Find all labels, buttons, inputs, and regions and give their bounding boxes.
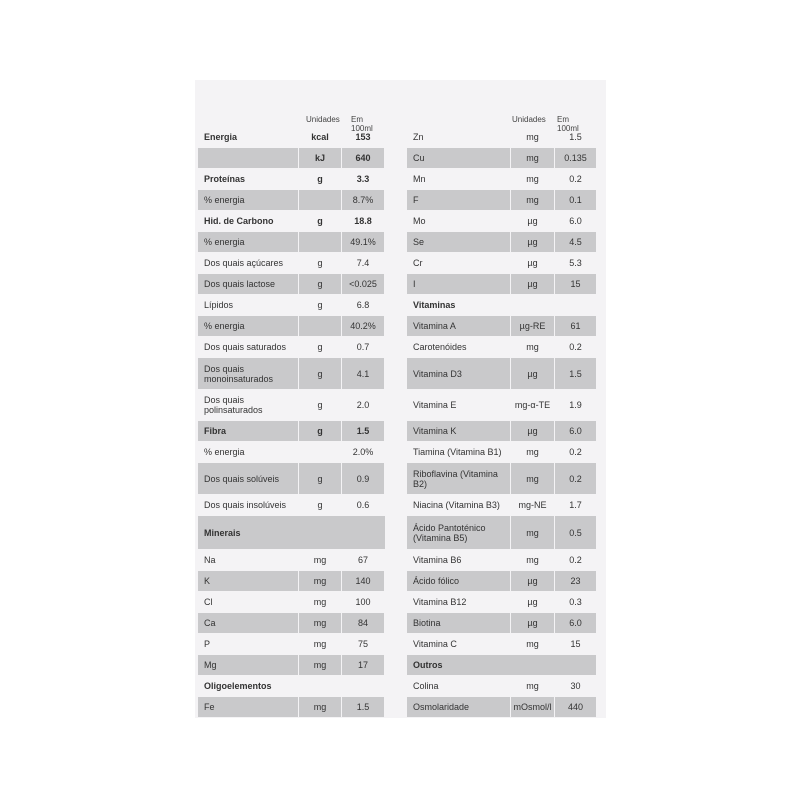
nutrient-value: 30 bbox=[570, 681, 581, 691]
nutrient-label: Vitamina C bbox=[413, 639, 457, 649]
nutrient-row bbox=[198, 232, 385, 252]
nutrient-row bbox=[407, 550, 596, 570]
nutrient-value: 40.2% bbox=[342, 316, 384, 336]
nutrient-label: % energia bbox=[198, 232, 298, 252]
nutrient-row bbox=[198, 697, 385, 717]
nutrient-value: 6.0 bbox=[555, 613, 596, 633]
nutrient-unit: mg bbox=[299, 613, 341, 633]
nutrient-row bbox=[198, 463, 385, 494]
nutrient-value: 6.8 bbox=[356, 300, 370, 310]
nutrient-row bbox=[407, 592, 596, 612]
nutrient-unit bbox=[299, 190, 341, 210]
nutrient-row bbox=[198, 211, 385, 231]
nutrient-label: Vitamina A bbox=[407, 316, 510, 336]
nutrient-row bbox=[407, 463, 596, 494]
nutrient-row bbox=[198, 655, 385, 675]
nutrient-value: 0.2 bbox=[569, 555, 582, 565]
nutrient-unit: mg bbox=[526, 447, 539, 457]
nutrient-unit: g bbox=[317, 216, 323, 226]
nutrient-label: Dos quais solúveis bbox=[198, 463, 298, 494]
nutrient-value: 2.0% bbox=[352, 447, 374, 457]
nutrient-label: Niacina (Vitamina B3) bbox=[413, 500, 500, 510]
nutrient-value: 4.5 bbox=[555, 232, 596, 252]
nutrient-row bbox=[198, 148, 385, 168]
nutrient-label bbox=[198, 148, 298, 168]
nutrient-row bbox=[407, 148, 596, 168]
nutrient-value: 0.5 bbox=[555, 516, 596, 549]
nutrient-unit bbox=[299, 316, 341, 336]
nutrient-row bbox=[198, 421, 385, 441]
nutrient-label: I bbox=[407, 274, 510, 294]
nutrient-label: Cl bbox=[204, 597, 213, 607]
nutrient-unit: mg bbox=[526, 174, 539, 184]
nutrient-unit: g bbox=[317, 174, 323, 184]
nutrient-row bbox=[407, 169, 596, 189]
per-100ml-header: Em 100ml bbox=[351, 115, 373, 133]
nutrient-row bbox=[407, 190, 596, 210]
nutrient-label: Dos quais saturados bbox=[204, 342, 287, 352]
nutrient-value: 440 bbox=[555, 697, 596, 717]
nutrient-label: Zn bbox=[413, 132, 424, 142]
nutrient-label: Riboflavina (Vitamina B2) bbox=[407, 463, 510, 494]
units-header-right: Unidades bbox=[512, 115, 546, 124]
nutrient-unit: g bbox=[299, 358, 341, 389]
nutrient-value: 49.1% bbox=[342, 232, 384, 252]
nutrient-value: 7.4 bbox=[356, 258, 370, 268]
nutrient-label: Dos quais polinsaturados bbox=[204, 395, 263, 415]
nutrient-label: Lípidos bbox=[204, 300, 234, 310]
nutrient-unit: mg bbox=[511, 463, 554, 494]
nutrient-unit: mg bbox=[299, 697, 341, 717]
nutrient-unit: kJ bbox=[299, 148, 341, 168]
section-header-row bbox=[198, 676, 385, 696]
nutrient-label: K bbox=[198, 571, 298, 591]
nutrient-label: Dos quais lactose bbox=[198, 274, 298, 294]
nutrient-label: Fibra bbox=[198, 421, 298, 441]
nutrient-value: 15 bbox=[570, 639, 581, 649]
section-header-row bbox=[198, 516, 385, 549]
nutrient-row bbox=[198, 442, 385, 462]
nutrient-label: Mn bbox=[413, 174, 426, 184]
section-header-row bbox=[407, 655, 596, 675]
nutrient-row bbox=[198, 190, 385, 210]
nutrient-label: Osmolaridade bbox=[407, 697, 510, 717]
nutrient-label: Dos quais monoinsaturados bbox=[198, 358, 298, 389]
nutrient-unit: mg-NE bbox=[518, 500, 547, 510]
nutrient-row bbox=[198, 358, 385, 389]
nutrient-unit: mg bbox=[526, 639, 539, 649]
nutrient-unit: mg bbox=[511, 516, 554, 549]
nutrition-table bbox=[195, 80, 606, 718]
nutrient-row bbox=[407, 676, 596, 696]
nutrient-row bbox=[198, 390, 385, 420]
nutrient-label: Hid. de Carbono bbox=[204, 216, 274, 226]
nutrient-value: <0.025 bbox=[342, 274, 384, 294]
nutrient-unit: g bbox=[317, 258, 323, 268]
nutrient-label: Vitamina D3 bbox=[407, 358, 510, 389]
nutrient-label: Vitamina K bbox=[407, 421, 510, 441]
nutrient-unit: µg-RE bbox=[511, 316, 554, 336]
nutrient-label: Biotina bbox=[407, 613, 510, 633]
section-title: Outros bbox=[407, 655, 596, 675]
nutrient-value: 15 bbox=[555, 274, 596, 294]
nutrient-label: F bbox=[407, 190, 510, 210]
nutrient-value: 1.5 bbox=[342, 697, 384, 717]
nutrient-row bbox=[407, 516, 596, 549]
nutrient-unit: mg bbox=[526, 132, 539, 142]
section-title: Minerais bbox=[198, 516, 385, 549]
nutrient-row bbox=[407, 697, 596, 717]
nutrient-row bbox=[198, 550, 385, 570]
nutrient-row bbox=[407, 442, 596, 462]
nutrient-label: Dos quais açúcares bbox=[204, 258, 284, 268]
nutrient-row bbox=[407, 316, 596, 336]
nutrient-row bbox=[198, 613, 385, 633]
nutrient-row bbox=[407, 571, 596, 591]
nutrient-label: Ca bbox=[198, 613, 298, 633]
nutrient-unit: mg bbox=[511, 148, 554, 168]
nutrient-label: Na bbox=[204, 555, 216, 565]
nutrient-row bbox=[407, 495, 596, 515]
nutrient-unit: mg bbox=[313, 555, 327, 565]
per-100ml-header-right: Em 100ml bbox=[557, 115, 579, 133]
nutrient-unit: mg-α-TE bbox=[514, 400, 551, 410]
nutrient-unit: µg bbox=[527, 258, 538, 268]
nutrient-value: 17 bbox=[342, 655, 384, 675]
nutrient-value: 0.9 bbox=[342, 463, 384, 494]
nutrient-row bbox=[407, 211, 596, 231]
nutrient-row bbox=[198, 316, 385, 336]
nutrient-row bbox=[407, 421, 596, 441]
nutrient-row bbox=[198, 295, 385, 315]
nutrient-label: Tiamina (Vitamina B1) bbox=[413, 447, 502, 457]
nutrient-label: Carotenóides bbox=[413, 342, 467, 352]
nutrient-unit: µg bbox=[511, 421, 554, 441]
nutrient-unit bbox=[299, 232, 341, 252]
nutrient-label: Cu bbox=[407, 148, 510, 168]
nutrient-value: 0.6 bbox=[356, 500, 370, 510]
rows-right bbox=[407, 127, 596, 718]
nutrient-value: 67 bbox=[357, 555, 368, 565]
nutrient-value: 18.8 bbox=[354, 216, 372, 226]
nutrient-unit: µg bbox=[527, 597, 538, 607]
nutrient-value: 1.9 bbox=[569, 400, 582, 410]
nutrient-value: 640 bbox=[342, 148, 384, 168]
nutrient-label: P bbox=[204, 639, 211, 649]
nutrient-label: Fe bbox=[198, 697, 298, 717]
nutrient-row bbox=[407, 634, 596, 654]
nutrient-label: Proteínas bbox=[204, 174, 246, 184]
units-header: Unidades bbox=[306, 115, 340, 124]
nutrient-value: 84 bbox=[342, 613, 384, 633]
nutrient-value: 2.0 bbox=[356, 400, 370, 410]
nutrient-row bbox=[407, 127, 596, 147]
nutrient-label: Vitamina B12 bbox=[413, 597, 467, 607]
nutrient-unit: mg bbox=[526, 555, 539, 565]
nutrient-value: 6.0 bbox=[555, 421, 596, 441]
nutrient-value: 0.135 bbox=[555, 148, 596, 168]
nutrient-row bbox=[407, 337, 596, 357]
rows-left bbox=[198, 127, 385, 718]
nutrient-label: % energia bbox=[198, 316, 298, 336]
section-title: Oligoelementos bbox=[204, 681, 272, 691]
nutrient-value: 0.2 bbox=[569, 447, 582, 457]
nutrient-row bbox=[198, 169, 385, 189]
nutrient-label: Mg bbox=[198, 655, 298, 675]
section-header-row bbox=[407, 295, 596, 315]
nutrient-row bbox=[407, 358, 596, 389]
nutrient-value: 100 bbox=[355, 597, 371, 607]
nutrient-unit: mg bbox=[299, 655, 341, 675]
nutrient-row bbox=[198, 592, 385, 612]
nutrient-label: Dos quais insolúveis bbox=[204, 500, 287, 510]
nutrient-label: % energia bbox=[204, 447, 245, 457]
nutrient-value: 6.0 bbox=[569, 216, 582, 226]
nutrient-unit: mg bbox=[313, 597, 327, 607]
nutrient-label: Ácido Pantoténico (Vitamina B5) bbox=[407, 516, 510, 549]
nutrient-label: Ácido fólico bbox=[407, 571, 510, 591]
nutrient-unit: g bbox=[299, 421, 341, 441]
nutrient-label: Colina bbox=[413, 681, 439, 691]
nutrient-row bbox=[198, 127, 385, 147]
nutrient-value: 0.2 bbox=[569, 174, 582, 184]
nutrient-unit: µg bbox=[511, 571, 554, 591]
nutrient-value: 23 bbox=[555, 571, 596, 591]
nutrient-unit bbox=[299, 442, 341, 462]
nutrient-label: Energia bbox=[204, 132, 238, 142]
nutrient-unit: g bbox=[317, 300, 323, 310]
nutrient-value: 0.2 bbox=[555, 463, 596, 494]
nutrient-value: 0.7 bbox=[356, 342, 370, 352]
nutrient-unit: mg bbox=[511, 190, 554, 210]
nutrient-row bbox=[407, 274, 596, 294]
nutrient-row bbox=[198, 274, 385, 294]
nutrient-row bbox=[407, 232, 596, 252]
nutrient-unit: kcal bbox=[311, 132, 329, 142]
nutrient-value: 1.7 bbox=[569, 500, 582, 510]
nutrient-unit: g bbox=[317, 342, 323, 352]
nutrient-value: 1.5 bbox=[569, 132, 582, 142]
nutrient-unit: mg bbox=[526, 681, 539, 691]
nutrient-unit: µg bbox=[527, 216, 538, 226]
nutrient-label: Mo bbox=[413, 216, 426, 226]
nutrient-value: 3.3 bbox=[356, 174, 370, 184]
nutrient-value: 0.1 bbox=[555, 190, 596, 210]
nutrient-value: 0.3 bbox=[569, 597, 582, 607]
nutrient-value: 0.2 bbox=[569, 342, 582, 352]
nutrient-row bbox=[407, 390, 596, 420]
nutrient-label: Se bbox=[407, 232, 510, 252]
nutrient-unit: µg bbox=[511, 274, 554, 294]
nutrient-unit: g bbox=[317, 400, 323, 410]
nutrient-unit: mg bbox=[299, 571, 341, 591]
nutrient-value: 5.3 bbox=[569, 258, 582, 268]
nutrient-unit: mOsmol/l bbox=[511, 697, 554, 717]
nutrient-row bbox=[198, 253, 385, 273]
nutrient-value: 8.7% bbox=[342, 190, 384, 210]
nutrient-label: % energia bbox=[198, 190, 298, 210]
nutrient-unit: µg bbox=[511, 613, 554, 633]
nutrient-row bbox=[198, 495, 385, 515]
nutrient-value: 140 bbox=[342, 571, 384, 591]
nutrient-unit: mg bbox=[526, 342, 539, 352]
nutrient-row bbox=[198, 571, 385, 591]
nutrient-unit: µg bbox=[511, 358, 554, 389]
nutrient-value: 153 bbox=[355, 132, 371, 142]
nutrient-row bbox=[198, 337, 385, 357]
nutrient-label: Vitamina E bbox=[413, 400, 457, 410]
nutrient-unit: mg bbox=[313, 639, 327, 649]
nutrient-value: 61 bbox=[555, 316, 596, 336]
nutrient-label: Vitamina B6 bbox=[413, 555, 462, 565]
nutrient-unit: g bbox=[317, 500, 323, 510]
section-title: Vitaminas bbox=[413, 300, 456, 310]
nutrient-unit: g bbox=[299, 274, 341, 294]
nutrient-label: Cr bbox=[413, 258, 423, 268]
nutrient-row bbox=[407, 613, 596, 633]
nutrient-value: 1.5 bbox=[342, 421, 384, 441]
nutrient-unit: g bbox=[299, 463, 341, 494]
nutrient-unit: µg bbox=[511, 232, 554, 252]
nutrient-value: 1.5 bbox=[555, 358, 596, 389]
nutrient-row bbox=[407, 253, 596, 273]
nutrient-row bbox=[198, 634, 385, 654]
nutrient-value: 75 bbox=[357, 639, 368, 649]
nutrient-value: 4.1 bbox=[342, 358, 384, 389]
